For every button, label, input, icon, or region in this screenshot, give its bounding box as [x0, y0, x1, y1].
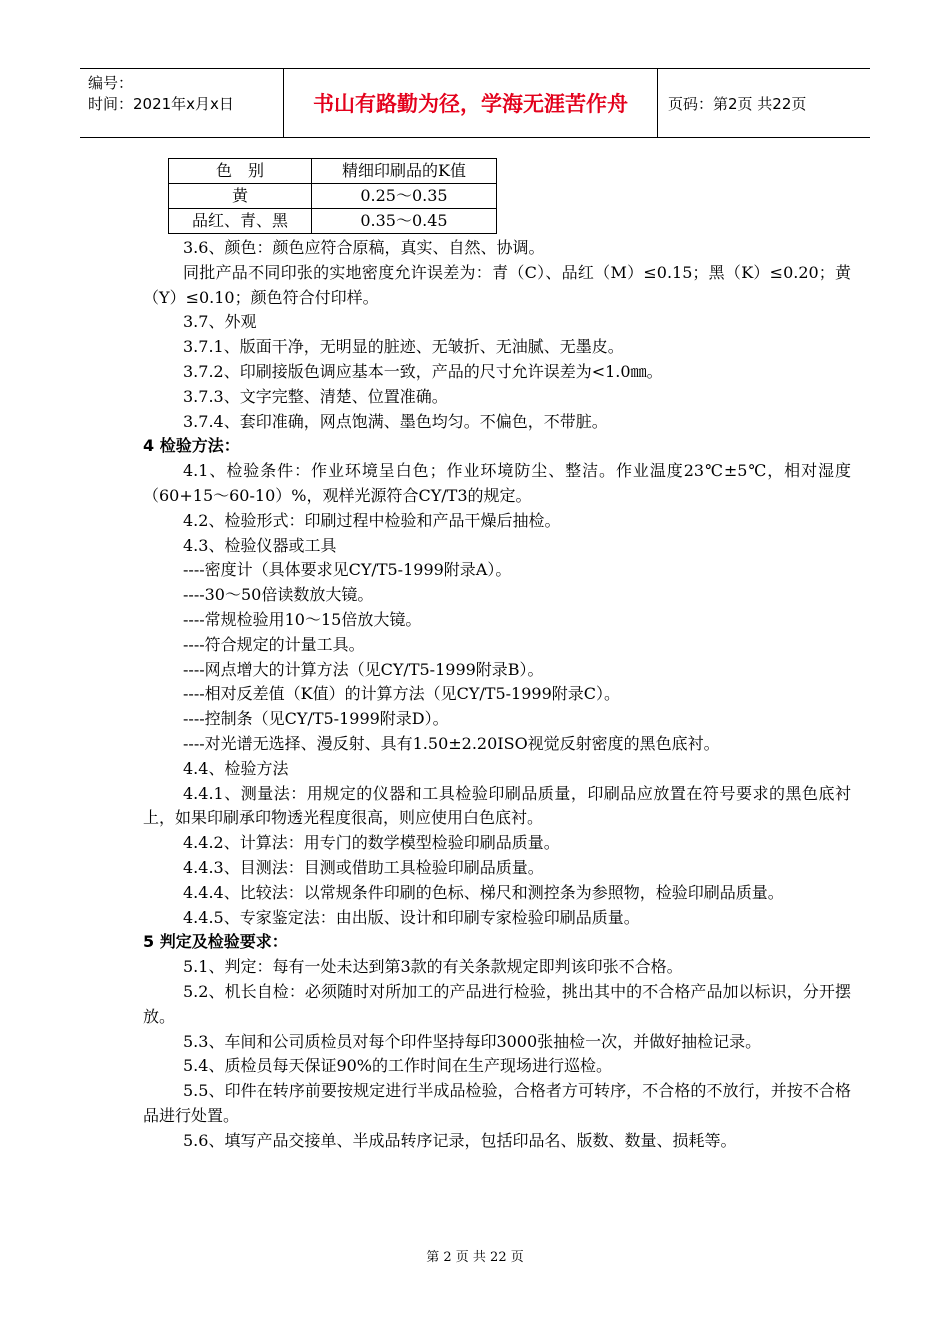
header-meta — [80, 69, 284, 137]
document-code: 编号： — [88, 74, 134, 92]
paragraph: 4.3、检验仪器或工具 — [183, 535, 337, 555]
document-body — [143, 236, 851, 1153]
table-cell: 0.25～0.35 — [312, 184, 497, 209]
paragraph: 3.7.1、版面干净，无明显的脏迹、无皱折、无油腻、无墨皮。 — [183, 337, 624, 357]
page-header — [80, 68, 870, 138]
paragraph: 5.2、机长自检：必须随时对所加工的产品进行检验，挑出其中的不合格产品加以标识，分开摆放。 — [143, 981, 851, 1026]
paragraph: ----对光谱无选择、漫反射、具有1.50±2.20ISO视觉反射密度的黑色底衬。 — [183, 733, 720, 753]
paragraph: 5.4、质检员每天保证90%的工作时间在生产现场进行巡检。 — [183, 1056, 613, 1076]
paragraph: 5.5、印件在转序前要按规定进行半成品检验，合格者方可转序，不合格的不放行，并按不合格品进行处置。 — [143, 1081, 851, 1125]
paragraph: ----控制条（见CY/T5-1999附录D）。 — [183, 709, 449, 729]
paragraph: ----密度计（具体要求见CY/T5-1999附录A）。 — [183, 560, 512, 580]
table-header-row — [169, 159, 497, 184]
paragraph: 同批产品不同印张的实地密度允许误差为：青（C）、品红（M）≤0.15；黑（K）≤0.20；黄（Y）≤0.10；颜色符合付印样。 — [143, 262, 851, 307]
section-heading: 4 检验方法： — [143, 436, 240, 456]
paragraph: 5.6、填写产品交接单、半成品转序记录，包括印品名、版数、数量、损耗等。 — [183, 1130, 737, 1150]
table-cell: 黄 — [169, 184, 312, 209]
header-motto: 书山有路勤为径，学海无涯苦作舟 — [284, 69, 658, 137]
header-page-info: 页码：第2页 共22页 — [668, 94, 807, 113]
paragraph: 4.4.4、比较法：以常规条件印刷的色标、梯尺和测控条为参照物，检验印刷品质量。 — [183, 882, 784, 902]
page-footer: 第 2 页 共 22 页 — [426, 1250, 524, 1265]
k-value-table — [168, 158, 497, 234]
paragraph: 4.2、检验形式：印刷过程中检验和产品干燥后抽检。 — [183, 510, 561, 530]
paragraph: 3.7.3、文字完整、清楚、位置准确。 — [183, 386, 448, 406]
paragraph: 5.1、判定：每有一处未达到第3款的有关条款规定即判该印张不合格。 — [183, 957, 683, 977]
paragraph: 4.4.2、计算法：用专门的数学模型检验印刷品质量。 — [183, 833, 560, 853]
paragraph: 4.4.1、测量法：用规定的仪器和工具检验印刷品质量，印刷品应放置在符号要求的黑色底衬上，如果印刷承印物透光程度很高，则应使用白色底衬。 — [143, 783, 851, 828]
table-row — [169, 184, 497, 209]
paragraph: 3.7.4、套印准确，网点饱满、墨色均匀。不偏色，不带脏。 — [183, 411, 608, 431]
paragraph: ----相对反差值（K值）的计算方法（见CY/T5-1999附录C）。 — [183, 684, 620, 704]
table-header-cell: 精细印刷品的K值 — [312, 159, 497, 184]
section-heading: 5 判定及检验要求： — [143, 932, 288, 952]
paragraph: ----符合规定的计量工具。 — [183, 634, 365, 654]
paragraph: ----网点增大的计算方法（见CY/T5-1999附录B）。 — [183, 659, 544, 679]
document-date: 时间：2021年x月x日 — [88, 95, 234, 113]
paragraph: 3.6、颜色：颜色应符合原稿，真实、自然、协调。 — [183, 238, 545, 257]
paragraph: 3.7.2、印刷接版色调应基本一致，产品的尺寸允许误差为<1.0㎜。 — [183, 361, 663, 381]
paragraph: 3.7、外观 — [183, 312, 257, 332]
paragraph: 4.4.5、专家鉴定法：由出版、设计和印刷专家检验印刷品质量。 — [183, 907, 640, 927]
table-cell: 品红、青、黑 — [169, 209, 312, 234]
table-header-cell: 色 别 — [169, 159, 312, 184]
paragraph: 4.4.3、目测法：目测或借助工具检验印刷品质量。 — [183, 857, 544, 877]
paragraph: 4.4、检验方法 — [183, 758, 289, 778]
paragraph: ----常规检验用10～15倍放大镜。 — [183, 609, 422, 629]
paragraph: 4.1、检验条件：作业环境呈白色；作业环境防尘、整洁。作业温度23℃±5℃，相对湿度（60+15～60-10）%，观样光源符合CY/T3的规定。 — [143, 461, 851, 505]
paragraph: ----30～50倍读数放大镜。 — [183, 585, 374, 605]
paragraph: 5.3、车间和公司质检员对每个印件坚持每印3000张抽检一次，并做好抽检记录。 — [183, 1031, 762, 1051]
table-row — [169, 209, 497, 234]
table-cell: 0.35～0.45 — [312, 209, 497, 234]
